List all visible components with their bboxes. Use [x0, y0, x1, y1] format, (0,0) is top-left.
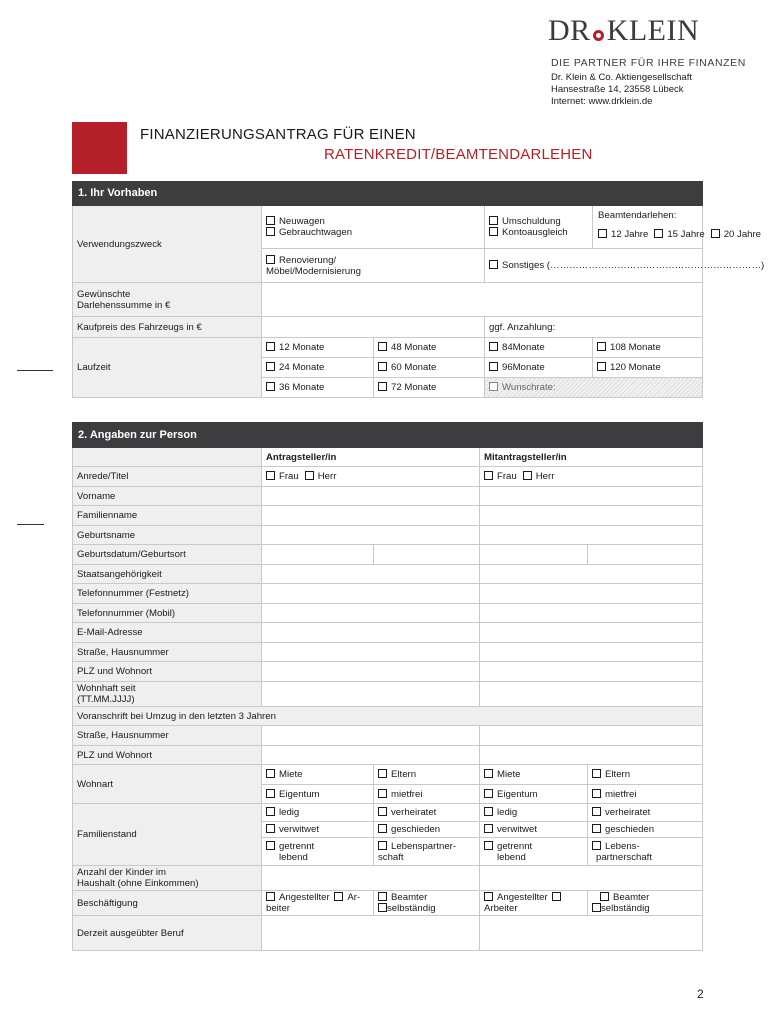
lebenspartnerschaft-checkbox[interactable] [378, 841, 387, 850]
term-label: Laufzeit [73, 338, 262, 398]
telefon-festnetz-label: Telefonnummer (Festnetz) [73, 584, 262, 604]
angestellter-checkbox[interactable] [266, 892, 275, 901]
term-option: 24 Monate [262, 358, 374, 378]
frau-checkbox[interactable] [266, 471, 275, 480]
applicant-field[interactable] [262, 726, 480, 746]
coapplicant-field[interactable] [480, 506, 703, 526]
term-checkbox[interactable] [597, 362, 606, 371]
term-option: 12 Monate [262, 338, 374, 358]
getrennt-checkbox[interactable] [484, 841, 493, 850]
beschaeftigung-label: Beschäftigung [73, 891, 262, 916]
kinder-label: Anzahl der Kinder im Haushalt (ohne Einkommen) [73, 866, 262, 891]
term-option: 108 Monate [593, 338, 703, 358]
form-title: FINANZIERUNGSANTRAG FÜR EINEN [140, 126, 416, 143]
arbeiter-checkbox[interactable] [552, 892, 561, 901]
term-checkbox[interactable] [266, 342, 275, 351]
term-option: 48 Monate [374, 338, 485, 358]
loan-amount-field[interactable] [262, 283, 703, 317]
coapplicant-field[interactable] [480, 726, 703, 746]
section-heading: 2. Angaben zur Person [73, 423, 703, 448]
term-option: 120 Monate [593, 358, 703, 378]
term-option: 60 Monate [374, 358, 485, 378]
wunschrate-field[interactable]: Wunschrate: [485, 378, 703, 398]
herr-checkbox[interactable] [305, 471, 314, 480]
kontoausgleich-checkbox[interactable] [489, 227, 498, 236]
applicant-field[interactable] [262, 916, 480, 951]
applicant-column-header: Antragsteller/in [262, 448, 480, 467]
term-checkbox[interactable] [378, 382, 387, 391]
frau-checkbox[interactable] [484, 471, 493, 480]
renovierung-checkbox[interactable] [266, 255, 275, 264]
selbstaendig-checkbox[interactable] [592, 903, 601, 912]
staatsangehoerigkeit-label: Staatsangehörigkeit [73, 565, 262, 584]
wunschrate-checkbox[interactable] [489, 382, 498, 391]
15-jahre-checkbox[interactable] [654, 229, 663, 238]
punch-mark [17, 524, 44, 525]
applicant-date-field[interactable] [262, 545, 374, 565]
vehicle-options: Neuwagen Gebrauchtwagen [262, 206, 485, 249]
beruf-label: Derzeit ausgeübter Beruf [73, 916, 262, 951]
geburtsdatum-label: Geburtsdatum/Geburtsort [73, 545, 262, 565]
12-jahre-checkbox[interactable] [598, 229, 607, 238]
plz-label: PLZ und Wohnort [73, 662, 262, 682]
applicant-place-field[interactable] [374, 545, 480, 565]
ledig-checkbox[interactable] [266, 807, 275, 816]
applicant-field[interactable] [262, 584, 480, 604]
verwitwet-checkbox[interactable] [266, 824, 275, 833]
eigentum-checkbox[interactable] [484, 789, 493, 798]
mietfrei-checkbox[interactable] [592, 789, 601, 798]
company-address [551, 72, 692, 108]
beamter-checkbox[interactable] [600, 892, 609, 901]
applicant-field[interactable] [262, 526, 480, 545]
coapplicant-field[interactable] [480, 584, 703, 604]
eigentum-checkbox[interactable] [266, 789, 275, 798]
term-option: 84Monate [485, 338, 593, 358]
section-vorhaben [72, 181, 765, 398]
lebenspartnerschaft-checkbox[interactable] [592, 841, 601, 850]
geschieden-checkbox[interactable] [592, 824, 601, 833]
term-option: 96Monate [485, 358, 593, 378]
applicant-anrede: Frau Herr [262, 467, 480, 487]
renovierung-option: Renovierung/ Möbel/Modernisierung [262, 249, 485, 283]
term-option: 36 Monate [262, 378, 374, 398]
eltern-checkbox[interactable] [592, 769, 601, 778]
term-checkbox[interactable] [266, 362, 275, 371]
applicant-field[interactable] [262, 746, 480, 765]
mietfrei-checkbox[interactable] [378, 789, 387, 798]
umschuldung-checkbox[interactable] [489, 216, 498, 225]
dr-klein-logo: DR KLEIN [548, 14, 700, 47]
strasse-prev-label: Straße, Hausnummer [73, 726, 262, 746]
vehicle-price-label: Kaufpreis des Fahrzeugs in € [73, 317, 262, 338]
verwitwet-checkbox[interactable] [484, 824, 493, 833]
geschieden-checkbox[interactable] [378, 824, 387, 833]
geburtsname-label: Geburtsname [73, 526, 262, 545]
coapplicant-field[interactable] [480, 866, 703, 891]
coapplicant-anrede: Frau Herr [480, 467, 703, 487]
downpayment-field[interactable]: ggf. Anzahlung: [485, 317, 703, 338]
angestellter-checkbox[interactable] [484, 892, 493, 901]
coapplicant-place-field[interactable] [588, 545, 703, 565]
applicant-field[interactable] [262, 662, 480, 682]
section-heading: 1. Ihr Vorhaben [73, 182, 703, 206]
voranschrift-label: Voranschrift bei Umzug in den letzten 3 Jahren [73, 707, 703, 726]
term-checkbox[interactable] [266, 382, 275, 391]
term-checkbox[interactable] [378, 362, 387, 371]
tagline: DIE PARTNER FÜR IHRE FINANZEN [551, 57, 746, 69]
vehicle-price-field[interactable] [262, 317, 485, 338]
section-person: 2. Angaben zur Person Antragsteller/in Mitantragsteller/in Anrede/Titel Frau Herr Frau Herr Vorname Familienname Geburtsname Geburtsdatum/Geburtsort Staatsangehörigkeit Telefonnummer (Festnetz) Telefonnummer (Mobil) E-Mail-Adresse Straße, Hausnummer PLZ und Wohnort Wohnhaft seit (TT.MM.JJJJ) Voranschrift bei Umzug in den letzten 3 Jahren Straße, Hausnummer PLZ und Wohnort Wohnart Miete Eltern Miete Eltern Eigentum mietfrei Eigentum mietfrei Familienstand ledig verheiratet ledig verheiratet verwitwet geschieden verwitwet geschieden getrennt lebend Lebenspartner- schaft getrennt lebend Lebens- partnerschaft Anzahl der Kinder im Haushalt (ohne Einkommen) Beschäftigung Angestellter Ar- beiter Beamter selbständig Angestellter Arbeiter Beamter selbständig Derzeit ausgeübter Beruf [72, 422, 703, 951]
gebrauchtwagen-checkbox[interactable] [266, 227, 275, 236]
debt-options: Umschuldung Kontoausgleich [485, 206, 593, 249]
applicant-field[interactable] [262, 604, 480, 623]
getrennt-checkbox[interactable] [266, 841, 275, 850]
wohnart-label: Wohnart [73, 765, 262, 804]
address-line: Dr. Klein & Co. Aktiengesellschaft [551, 72, 692, 83]
strasse-label: Straße, Hausnummer [73, 643, 262, 662]
beamter-checkbox[interactable] [378, 892, 387, 901]
verheiratet-checkbox[interactable] [378, 807, 387, 816]
coapplicant-field[interactable] [480, 662, 703, 682]
term-checkbox[interactable] [597, 342, 606, 351]
coapplicant-field[interactable] [480, 623, 703, 643]
miete-checkbox[interactable] [266, 769, 275, 778]
coapplicant-field[interactable] [480, 604, 703, 623]
address-line: Hansestraße 14, 23558 Lübeck [551, 84, 684, 95]
logo-dot-icon [593, 30, 604, 41]
term-checkbox[interactable] [489, 342, 498, 351]
coapplicant-field[interactable] [480, 746, 703, 765]
eltern-checkbox[interactable] [378, 769, 387, 778]
coapplicant-field[interactable] [480, 526, 703, 545]
coapplicant-column-header: Mitantragsteller/in [480, 448, 703, 467]
beamten-options: Beamtendarlehen: 12 Jahre 15 Jahre 20 Jahre [593, 206, 703, 249]
term-checkbox[interactable] [489, 362, 498, 371]
verheiratet-checkbox[interactable] [592, 807, 601, 816]
plz-prev-label: PLZ und Wohnort [73, 746, 262, 765]
miete-checkbox[interactable] [484, 769, 493, 778]
red-accent-block [72, 122, 127, 174]
herr-checkbox[interactable] [523, 471, 532, 480]
applicant-field[interactable] [262, 487, 480, 506]
anrede-label: Anrede/Titel [73, 467, 262, 487]
fold-mark [17, 370, 53, 371]
arbeiter-checkbox[interactable] [334, 892, 343, 901]
email-label: E-Mail-Adresse [73, 623, 262, 643]
sonstiges-option: Sonstiges (…………………………………………………………) [485, 249, 703, 283]
applicant-field[interactable] [262, 565, 480, 584]
coapplicant-field[interactable] [480, 916, 703, 951]
coapplicant-field[interactable] [480, 487, 703, 506]
applicant-field[interactable] [262, 682, 480, 707]
ledig-checkbox[interactable] [484, 807, 493, 816]
loan-amount-label: Gewünschte Darlehenssumme in € [73, 283, 262, 317]
vorname-label: Vorname [73, 487, 262, 506]
coapplicant-field[interactable] [480, 565, 703, 584]
page-number: 2 [697, 987, 704, 1001]
coapplicant-field[interactable] [480, 643, 703, 662]
familienstand-label: Familienstand [73, 804, 262, 866]
wohnhaft-label: Wohnhaft seit (TT.MM.JJJJ) [73, 682, 262, 707]
address-line: Internet: www.drklein.de [551, 96, 653, 107]
term-option: 72 Monate [374, 378, 485, 398]
coapplicant-date-field[interactable] [480, 545, 588, 565]
familienname-label: Familienname [73, 506, 262, 526]
sonstiges-checkbox[interactable] [489, 260, 498, 269]
applicant-field[interactable] [262, 643, 480, 662]
coapplicant-field[interactable] [480, 682, 703, 707]
applicant-field[interactable] [262, 506, 480, 526]
applicant-field[interactable] [262, 866, 480, 891]
applicant-field[interactable] [262, 623, 480, 643]
term-checkbox[interactable] [378, 342, 387, 351]
20-jahre-checkbox[interactable] [711, 229, 720, 238]
selbstaendig-checkbox[interactable] [378, 903, 387, 912]
form-subtitle: RATENKREDIT/BEAMTENDARLEHEN [324, 146, 593, 163]
purpose-label: Verwendungszweck [73, 206, 262, 283]
telefon-mobil-label: Telefonnummer (Mobil) [73, 604, 262, 623]
neuwagen-checkbox[interactable] [266, 216, 275, 225]
